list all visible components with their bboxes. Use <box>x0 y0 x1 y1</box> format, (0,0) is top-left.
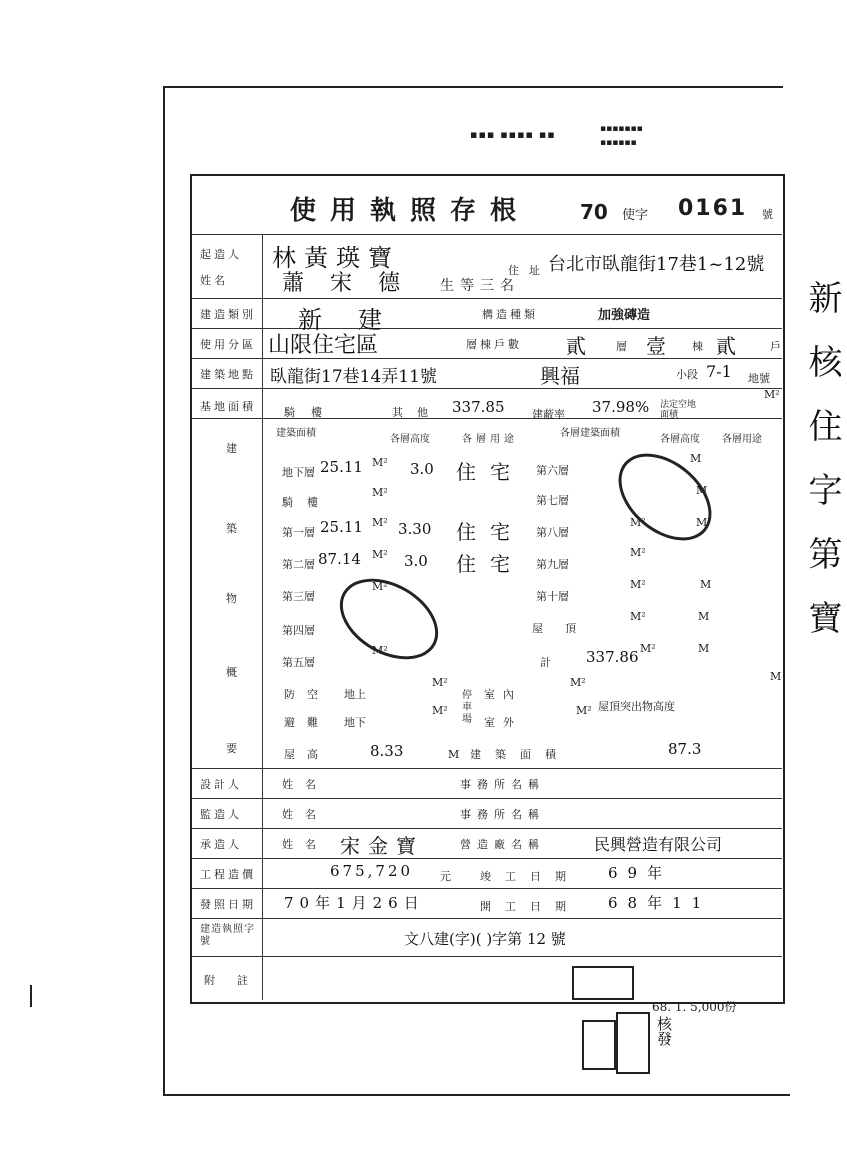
rule <box>192 888 782 889</box>
build-height-label: 建築面積 <box>470 748 570 761</box>
applicant-value-3: 生等三名 <box>440 278 520 294</box>
floor-height: 3.0 <box>404 552 428 570</box>
floors-value-2: 壹 <box>646 334 666 358</box>
land-number-label: 地號 <box>748 372 770 385</box>
parking-indoor-label: 室內 <box>484 688 522 701</box>
unit-marker: M² <box>432 704 448 717</box>
start-value: 69年 <box>608 864 673 882</box>
legal-area-label: 法定空地面積 <box>660 400 697 420</box>
designer-office-label: 事務所名稱 <box>460 778 545 791</box>
floors-value-1: 貳 <box>566 334 586 358</box>
build-type-value: 新建 <box>298 306 418 334</box>
area-unit: M² <box>764 388 780 401</box>
footer-print: 68. 1. 5,000份 <box>652 1000 737 1014</box>
unit-marker: M² <box>372 548 388 561</box>
unit-marker: M² <box>570 676 586 689</box>
col-header-area-2: 各層建築面積 <box>560 428 620 439</box>
right-floor-label: 第九層 <box>536 558 569 571</box>
permit-date-label: 發照日期 <box>200 898 256 911</box>
permit-number: 0161 <box>678 196 748 221</box>
right-floor-label: 第六層 <box>536 464 569 477</box>
rule <box>192 388 782 389</box>
total-value: 337.86 <box>586 648 639 666</box>
paper-edge-left <box>163 86 165 1096</box>
unit-marker: M² <box>372 456 388 469</box>
floor-use: 住宅 <box>456 460 524 484</box>
rule <box>192 956 782 957</box>
building-section-label: 建 <box>226 442 240 455</box>
building-section-label: 築 <box>226 522 240 535</box>
floor-label: 第三層 <box>282 590 315 603</box>
label-column-divider <box>262 234 263 1000</box>
unit-marker: M² <box>630 578 646 591</box>
rule <box>192 798 782 799</box>
building-section-label: 概 <box>226 666 240 679</box>
unit-marker: M <box>770 670 782 683</box>
approval-stamp <box>616 1012 650 1074</box>
land-value: 興福 <box>540 364 580 388</box>
paper-edge-top <box>163 86 783 88</box>
side-stamp-text: 核發 <box>655 1016 673 1046</box>
area-arcade-label: 騎樓 <box>284 406 338 419</box>
site-value: 臥龍街17巷14弄11號 <box>270 367 437 387</box>
floors-value-3: 貳 <box>716 334 736 358</box>
applicant-value-2: 蕭宋德 <box>282 271 427 296</box>
right-edge-text: 新核住字第寶 <box>802 280 842 664</box>
unit-marker: M² <box>432 676 448 689</box>
right-floor-label: 第十層 <box>536 590 569 603</box>
start-label: 竣工日期 <box>480 870 580 883</box>
rule <box>192 828 782 829</box>
unit-marker: M² <box>372 516 388 529</box>
floors-unit-1: 層 <box>616 340 627 353</box>
floor-height: 3.0 <box>410 460 434 478</box>
top-stamp-2: ▪▪▪▪▪▪▪ ▪▪▪▪▪▪ <box>600 124 643 148</box>
rule <box>192 858 782 859</box>
contractor-label: 承造人 <box>200 838 242 851</box>
unit-marker: M <box>700 578 712 591</box>
rule <box>192 768 782 769</box>
open-label: 開工日期 <box>480 900 580 913</box>
col-header-use-2: 各層用途 <box>722 434 762 445</box>
shelter-label: 防空 <box>284 688 330 701</box>
approval-stamp <box>572 966 634 1000</box>
shelter-basement-label: 地下 <box>344 716 366 729</box>
area-other-label: 其他 <box>392 406 442 419</box>
unit-marker: M² <box>640 642 656 655</box>
permit-suffix: 號 <box>762 208 773 221</box>
right-floor-label: 屋頂 <box>532 622 598 635</box>
address-value: 台北市臥龍街17巷1~12號 <box>548 254 765 275</box>
unit-marker: M <box>698 610 710 623</box>
rule <box>192 234 782 235</box>
unit-marker: M² <box>372 486 388 499</box>
cost-label: 工程造價 <box>200 868 256 881</box>
area-other-value: 337.85 <box>452 398 505 416</box>
permit-no-value: 文八建(字)( )字第 12 號 <box>404 930 566 948</box>
structure-label: 構造種類 <box>482 308 538 321</box>
contractor-company: 民興營造有限公司 <box>594 835 723 854</box>
name-label: 姓名 <box>200 274 228 287</box>
unit-marker: M² <box>576 704 592 717</box>
floor-label: 第五層 <box>282 656 315 669</box>
paper-edge-bottom <box>165 1094 790 1096</box>
notes-label: 附註 <box>204 974 270 987</box>
total-label: 計 <box>540 656 551 669</box>
permit-year: 70 <box>580 200 608 224</box>
supervisor-label: 監造人 <box>200 808 242 821</box>
cost-unit: 元 <box>440 870 451 883</box>
site-label: 建築地點 <box>200 368 256 381</box>
floor-use: 住宅 <box>456 552 524 576</box>
floor-label: 地下層 <box>282 466 315 479</box>
floor-label: 第二層 <box>282 558 315 571</box>
zone-label: 使用分區 <box>200 338 256 351</box>
parking-label: 停車場 <box>462 690 472 725</box>
col-header-area: 建築面積 <box>276 428 316 439</box>
unit-marker: M <box>696 484 708 497</box>
floors-unit-3: 戶 <box>770 340 781 353</box>
approval-stamp <box>582 1020 616 1070</box>
floor-label: 第四層 <box>282 624 315 637</box>
permit-no-label: 建造執照字號 <box>200 924 255 947</box>
designer-name-label: 姓名 <box>282 778 328 791</box>
scan-mark <box>30 985 32 1007</box>
applicant-value: 林黃瑛寶 <box>272 244 400 272</box>
supervisor-name-label: 姓名 <box>282 808 328 821</box>
build-height-value: 87.3 <box>668 740 702 758</box>
height-unit: M <box>448 748 460 761</box>
floors-unit-2: 棟 <box>692 340 703 353</box>
floor-area: 87.14 <box>318 550 361 568</box>
permit-date-value: 70年1月26日 <box>284 894 425 912</box>
land-sub-label: 小段 <box>676 368 698 381</box>
unit-marker: M² <box>372 580 388 593</box>
shelter-label: 避難 <box>284 716 330 729</box>
coverage-value: 37.98% <box>592 398 650 416</box>
area-label: 基地面積 <box>200 400 256 413</box>
right-floor-label: 第七層 <box>536 494 569 507</box>
cost-value: 675,720 <box>330 862 414 880</box>
unit-marker: M² <box>372 644 388 657</box>
form-title: 使用執照存根 <box>290 196 531 226</box>
height-value: 8.33 <box>370 742 404 760</box>
top-stamp: ▪▪▪ ▪▪▪▪ ▪▪ <box>470 128 556 141</box>
col-header-use: 各層用途 <box>462 434 518 445</box>
unit-marker: M² <box>630 610 646 623</box>
rule <box>192 918 782 919</box>
shelter-ground-label: 地上 <box>344 688 366 701</box>
unit-marker: M² <box>630 516 646 529</box>
permit-word: 使字 <box>622 208 649 223</box>
unit-marker: M <box>696 516 708 529</box>
height-label: 屋高 <box>284 748 330 761</box>
unit-marker: M <box>698 642 710 655</box>
unit-marker: M² <box>630 546 646 559</box>
col-header-height-2: 各層高度 <box>660 434 700 445</box>
address-label: 住址 <box>508 264 550 277</box>
floor-area: 25.11 <box>320 458 363 476</box>
designer-label: 設計人 <box>200 778 242 791</box>
applicant-label: 起造人 <box>200 248 242 261</box>
rule <box>192 298 782 299</box>
supervisor-office-label: 事務所名稱 <box>460 808 545 821</box>
contractor-name-label: 姓名 <box>282 838 328 851</box>
floor-label: 騎樓 <box>282 496 332 509</box>
floor-use: 住宅 <box>456 520 524 544</box>
col-header-height: 各層高度 <box>390 434 430 445</box>
structure-value: 加強磚造 <box>598 308 651 323</box>
floors-label: 層棟戶數 <box>466 338 522 351</box>
roof-label: 屋頂突出物高度 <box>598 700 675 713</box>
unit-marker: M <box>690 452 702 465</box>
parking-outdoor-label: 室外 <box>484 716 522 729</box>
right-floor-label: 第八層 <box>536 526 569 539</box>
building-section-label: 要 <box>226 742 240 755</box>
zone-value: 山限住宅區 <box>268 333 379 358</box>
floor-area: 25.11 <box>320 518 363 536</box>
floor-label: 第一層 <box>282 526 315 539</box>
contractor-company-label: 營造廠名稱 <box>460 838 545 851</box>
land-number: 7-1 <box>706 362 732 381</box>
contractor-name: 宋金寶 <box>340 834 424 858</box>
building-section-label: 物 <box>226 592 240 605</box>
open-value: 68年11 <box>608 894 712 912</box>
floor-height: 3.30 <box>398 520 432 538</box>
build-type-label: 建造類別 <box>200 308 256 321</box>
coverage-label: 建蔽率 <box>532 408 565 421</box>
